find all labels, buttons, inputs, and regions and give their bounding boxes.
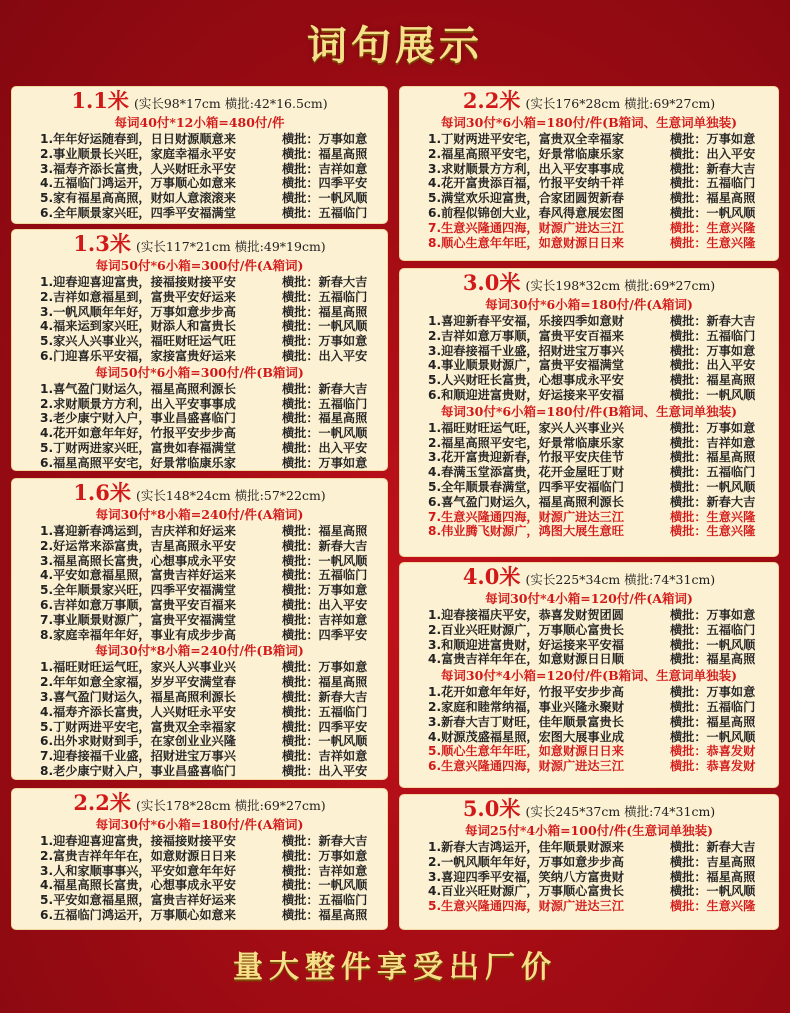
- dimensions-label: (实长117*21cm 横批:49*19cm): [135, 239, 326, 254]
- couplet-line: [12, 720, 387, 735]
- horizontal-scroll-text: 横批：五福临门: [282, 893, 368, 908]
- horizontal-scroll-text: 横批：生意兴隆: [670, 509, 756, 524]
- horizontal-scroll-text: 横批：恭喜发财: [670, 759, 756, 774]
- couplet-line: [400, 450, 778, 465]
- couplet-text: 1.迎春迎喜迎富贵，接福接财接平安: [40, 275, 236, 289]
- horizontal-scroll-text: 横批：四季平安: [282, 627, 368, 642]
- couplet-line: [400, 884, 778, 899]
- packing-spec: 每词30付*4小箱=120付/件(A箱词): [485, 591, 693, 606]
- couplet-text: 5.平安如意福星照，富贵吉祥好运来: [40, 893, 236, 908]
- couplet-line: [400, 759, 778, 774]
- couplet-text: 4.平安如意福星照，富贵吉祥好运来: [40, 568, 236, 583]
- horizontal-scroll-text: 横批：福星高照: [282, 907, 368, 922]
- horizontal-scroll-text: 横批：新春大吉: [282, 834, 368, 848]
- couplet-text: 3.喜气盈门财运久，福星高照利源长: [40, 689, 236, 704]
- couplet-text: 3.花开富贵迎新春，竹报平安庆佳节: [428, 450, 624, 465]
- couplet-text: 4.春满玉堂添富贵，花开金屋旺丁财: [428, 465, 624, 480]
- page-title: 词句展示: [307, 23, 483, 68]
- couplet-text: 6.吉祥如意万事顺，富贵平安百福来: [40, 597, 236, 612]
- couplet-text: 3.一帆风顺年年好，万事如意步步高: [40, 304, 236, 319]
- spec-card-3-0m: [400, 269, 778, 556]
- horizontal-scroll-text: 横批：五福临门: [282, 396, 368, 411]
- horizontal-scroll-text: 横批：福星高照: [282, 146, 368, 161]
- packing-spec: 每词30付*8小箱=240付/件(A箱词): [95, 507, 304, 522]
- size-label: 1.3米: [73, 231, 131, 256]
- couplet-text: 3.喜迎四季平安福，笑纳八方富贵财: [428, 869, 624, 884]
- couplet-line: [400, 314, 778, 329]
- couplet-text: 1.喜迎新春鸿运到，吉庆祥和好运来: [40, 524, 236, 538]
- couplet-text: 1.花开如意年年好，竹报平安步步高: [428, 685, 624, 700]
- spec-card-1-1m: [12, 87, 387, 223]
- couplet-text: 4.百业兴旺财源广，万事顺心富贵长: [428, 884, 624, 899]
- packing-spec: 每词50付*6小箱=300付/件(A箱词): [95, 258, 304, 273]
- couplet-line: [12, 598, 387, 613]
- horizontal-scroll-text: 横批：五福临门: [670, 699, 756, 714]
- horizontal-scroll-text: 横批：五福临门: [282, 568, 368, 583]
- size-label: 5.0米: [462, 796, 521, 821]
- horizontal-scroll-text: 横批：恭喜发财: [670, 744, 756, 759]
- couplet-line: [12, 690, 387, 705]
- horizontal-scroll-text: 横批：万事如意: [282, 848, 368, 863]
- card-header: [400, 269, 778, 296]
- couplet-line: [12, 675, 387, 690]
- horizontal-scroll-text: 横批：福星高照: [670, 869, 756, 884]
- couplet-line: [400, 132, 778, 147]
- horizontal-scroll-text: 横批：一帆风顺: [670, 479, 756, 494]
- dimensions-label: (实长245*37cm 横批:74*31cm): [525, 804, 716, 819]
- horizontal-scroll-text: 横批：万事如意: [282, 132, 368, 146]
- couplet-line: [400, 206, 778, 221]
- horizontal-scroll-text: 横批：福星高照: [282, 675, 368, 690]
- couplet-line: [12, 191, 387, 206]
- horizontal-scroll-text: 横批：福星高照: [670, 191, 756, 206]
- couplet-text: 5.丁财两进家兴旺，富贵如春福满堂: [40, 440, 236, 455]
- couplet-line: [12, 878, 387, 893]
- couplet-line: [12, 147, 387, 162]
- couplet-text: 5.家兴人兴事业兴，福旺财旺运气旺: [40, 334, 236, 349]
- couplet-text: 4.福星高照长富贵，心想事成永平安: [40, 878, 236, 893]
- dimensions-label: (实长198*32cm 横批:69*27cm): [525, 278, 716, 293]
- size-label: 4.0米: [462, 564, 521, 589]
- couplet-line: [12, 319, 387, 334]
- couplet-line: [400, 191, 778, 206]
- couplet-line: [12, 382, 387, 397]
- couplet-text: 7.生意兴隆通四海，财源广进达三江: [428, 509, 624, 524]
- couplet-text: 2.求财顺景方方利，出入平安事事成: [40, 396, 236, 411]
- couplet-line: [400, 638, 778, 653]
- couplet-text: 4.福寿齐添长富贵，人兴财旺永平安: [40, 704, 236, 719]
- couplet-line: [12, 334, 387, 349]
- horizontal-scroll-text: 横批：五福临门: [670, 176, 756, 191]
- couplet-text: 5.生意兴隆通四海，财源广进达三江: [428, 899, 624, 914]
- packing-spec: 每词30付*4小箱=120付/件(B箱词、生意词单独装): [440, 668, 738, 684]
- couplet-text: 4.事业顺景财源广，富贵平安福满堂: [428, 358, 624, 373]
- horizontal-scroll-text: 横批：出入平安: [282, 440, 368, 455]
- horizontal-scroll-text: 横批：五福临门: [282, 205, 368, 220]
- couplet-text: 1.迎春迎喜迎富贵，接福接财接平安: [40, 834, 236, 848]
- couplet-line: [400, 236, 778, 251]
- couplet-line: [400, 465, 778, 480]
- horizontal-scroll-text: 横批：生意兴隆: [670, 524, 756, 539]
- couplet-line: [400, 147, 778, 162]
- couplet-line: [12, 568, 387, 583]
- couplet-text: 2.事业顺景长兴旺，家庭幸福永平安: [40, 146, 236, 161]
- couplet-line: [400, 608, 778, 623]
- couplet-line: [400, 524, 778, 539]
- horizontal-scroll-text: 横批：新春大吉: [282, 538, 368, 553]
- horizontal-scroll-text: 横批：新春大吉: [670, 314, 756, 328]
- couplet-text: 3.新春大吉丁财旺，佳年顺景富贵长: [428, 714, 624, 729]
- horizontal-scroll-text: 横批：一帆风顺: [282, 319, 368, 334]
- couplet-line: [12, 539, 387, 554]
- couplet-text: 3.福寿齐添长富贵，人兴财旺永平安: [40, 161, 236, 176]
- couplet-line: [400, 652, 778, 667]
- horizontal-scroll-text: 横批：五福临门: [670, 465, 756, 480]
- couplet-text: 6.出外求财财到手，在家创业业兴隆: [40, 734, 236, 749]
- horizontal-scroll-text: 横批：五福临门: [670, 328, 756, 343]
- couplet-line: [12, 834, 387, 849]
- size-label: 2.2米: [462, 88, 521, 113]
- couplet-line: [400, 436, 778, 451]
- horizontal-scroll-text: 横批：四季平安: [282, 176, 368, 191]
- couplet-text: 6.门迎喜乐平安福，家接富贵好运来: [40, 348, 236, 363]
- horizontal-scroll-text: 横批：吉祥如意: [282, 749, 368, 764]
- couplet-line: [12, 749, 387, 764]
- horizontal-scroll-text: 横批：福星高照: [282, 304, 368, 319]
- couplet-line: [12, 660, 387, 675]
- couplet-line: [400, 870, 778, 885]
- couplet-line: [400, 388, 778, 403]
- horizontal-scroll-text: 横批：万事如意: [670, 420, 756, 435]
- couplet-line: [12, 426, 387, 441]
- couplet-text: 1.年年好运随春到，日日财源顺意来: [40, 132, 236, 146]
- horizontal-scroll-text: 横批：一帆风顺: [282, 553, 368, 568]
- horizontal-scroll-text: 横批：出入平安: [282, 763, 368, 778]
- horizontal-scroll-text: 横批：福星高照: [282, 411, 368, 426]
- couplet-text: 3.人和家顺事事兴，平安如意年年好: [40, 863, 236, 878]
- horizontal-scroll-text: 横批：新春大吉: [670, 840, 756, 854]
- couplet-text: 1.喜气盈门财运久，福星高照利源长: [40, 381, 236, 396]
- horizontal-scroll-text: 横批：万事如意: [670, 685, 756, 700]
- horizontal-scroll-text: 横批：新春大吉: [282, 275, 368, 289]
- couplet-line: [12, 132, 387, 147]
- couplet-text: 2.家庭和睦常纳福，事业兴隆永聚财: [428, 699, 624, 714]
- horizontal-scroll-text: 横批：吉祥如意: [282, 863, 368, 878]
- horizontal-scroll-text: 横批：万事如意: [282, 334, 368, 349]
- couplet-line: [12, 305, 387, 320]
- couplet-text: 5.丁财两进平安宅，富贵双全幸福家: [40, 719, 236, 734]
- horizontal-scroll-text: 横批：万事如意: [282, 660, 368, 675]
- couplet-text: 6.前程似锦创大业，春风得意展宏图: [428, 205, 624, 220]
- couplet-text: 8.顺心生意年年旺，如意财源日日来: [428, 235, 624, 250]
- couplet-text: 1.喜迎新春平安福，乐接四季如意财: [428, 314, 624, 328]
- horizontal-scroll-text: 横批：万事如意: [670, 343, 756, 358]
- spec-card-1-6m: [12, 479, 387, 779]
- horizontal-scroll-text: 横批：生意兴隆: [670, 220, 756, 235]
- couplet-text: 5.满堂欢乐迎富贵，合家团圆贺新春: [428, 191, 624, 206]
- couplet-text: 8.老少康宁财入户，事业昌盛喜临门: [40, 763, 236, 778]
- couplet-line: [400, 329, 778, 344]
- horizontal-scroll-text: 横批：一帆风顺: [282, 734, 368, 749]
- couplet-line: [400, 715, 778, 730]
- horizontal-scroll-text: 横批：吉祥如意: [670, 435, 756, 450]
- couplet-text: 3.老少康宁财入户，事业昌盛喜临门: [40, 411, 236, 426]
- couplet-line: [12, 764, 387, 779]
- spec-card-2-2m-right: [400, 87, 778, 260]
- couplet-text: 5.全年顺景家兴旺，四季平安福满堂: [40, 583, 236, 598]
- couplet-line: [400, 685, 778, 700]
- packing-spec: 每词50付*6小箱=300付/件(B箱词): [95, 364, 304, 380]
- horizontal-scroll-text: 横批：万事如意: [670, 132, 756, 146]
- packing-spec: 每词30付*8小箱=240付/件(B箱词): [95, 643, 304, 659]
- couplet-line: [400, 373, 778, 388]
- couplet-line: [12, 441, 387, 456]
- couplet-line: [12, 275, 387, 290]
- couplet-text: 1.迎春接福庆平安，恭喜发财贺团圆: [428, 608, 624, 622]
- horizontal-scroll-text: 横批：出入平安: [282, 597, 368, 612]
- horizontal-scroll-text: 横批：四季平安: [282, 719, 368, 734]
- couplet-line: [400, 855, 778, 870]
- horizontal-scroll-text: 横批：五福临门: [282, 704, 368, 719]
- packing-spec: 每词30付*6小箱=180付/件(B箱词、生意词单独装): [440, 403, 738, 419]
- couplet-line: [12, 290, 387, 305]
- couplet-line: [400, 358, 778, 373]
- couplet-line: [400, 480, 778, 495]
- couplet-text: 5.家有福星高高照，财如人意滚滚来: [40, 191, 236, 206]
- card-header: [12, 87, 387, 114]
- couplet-line: [400, 510, 778, 525]
- couplet-text: 5.人兴财旺长富贵，心想事成永平安: [428, 373, 624, 388]
- horizontal-scroll-text: 横批：福星高照: [670, 714, 756, 729]
- horizontal-scroll-text: 横批：吉祥如意: [282, 161, 368, 176]
- horizontal-scroll-text: 横批：一帆风顺: [282, 191, 368, 206]
- couplet-text: 1.福旺财旺运气旺，家兴人兴事业兴: [428, 420, 624, 435]
- horizontal-scroll-text: 横批：福星高照: [282, 524, 368, 538]
- couplet-line: [400, 221, 778, 236]
- card-header: [12, 479, 387, 506]
- couplet-line: [12, 456, 387, 470]
- couplet-text: 6.和顺迎进富贵财，好运接来平安福: [428, 387, 624, 402]
- couplet-line: [12, 349, 387, 364]
- card-header: [12, 230, 387, 257]
- couplet-text: 7.事业顺景财源广，富贵平安福满堂: [40, 612, 236, 627]
- card-header: [400, 87, 778, 114]
- horizontal-scroll-text: 横批：出入平安: [282, 348, 368, 363]
- couplet-line: [400, 730, 778, 745]
- couplet-text: 4.福来运到家兴旺，财添人和富贵长: [40, 319, 236, 334]
- horizontal-scroll-text: 横批：五福临门: [670, 622, 756, 637]
- couplet-text: 2.年年如意全家福，岁岁平安满堂春: [40, 675, 236, 690]
- couplet-line: [400, 162, 778, 177]
- horizontal-scroll-text: 横批：新春大吉: [282, 689, 368, 704]
- dimensions-label: (实长98*17cm 横批:42*16.5cm): [133, 96, 328, 111]
- spec-card-1-3m: [12, 230, 387, 470]
- couplet-text: 2.吉祥如意万事顺，富贵平安百福来: [428, 328, 624, 343]
- couplet-line: [12, 176, 387, 191]
- couplet-line: [400, 344, 778, 359]
- couplet-line: [400, 495, 778, 510]
- horizontal-scroll-text: 横批：新春大吉: [670, 161, 756, 176]
- couplet-line: [400, 899, 778, 914]
- couplet-line: [12, 705, 387, 720]
- packing-spec: 每词40付*12小箱=480付/件: [114, 115, 285, 130]
- couplet-text: 6.福星高照平安宅，好景常临康乐家: [40, 455, 236, 470]
- packing-spec: 每词30付*6小箱=180付/件(B箱词、生意词单独装): [440, 115, 738, 130]
- horizontal-scroll-text: 横批：吉星高照: [670, 854, 756, 869]
- couplet-text: 4.财源茂盛福星照，宏图大展事业成: [428, 729, 624, 744]
- couplet-line: [12, 411, 387, 426]
- horizontal-scroll-text: 横批：新春大吉: [282, 381, 368, 396]
- couplet-text: 3.福星高照长富贵，心想事成永平安: [40, 553, 236, 568]
- couplet-line: [12, 849, 387, 864]
- couplet-line: [400, 840, 778, 855]
- horizontal-scroll-text: 横批：万事如意: [670, 608, 756, 622]
- couplet-text: 4.花开富贵添百福，竹报平安纳千祥: [428, 176, 624, 191]
- couplet-text: 6.全年顺景家兴旺，四季平安福满堂: [40, 205, 236, 220]
- couplet-text: 4.富贵吉祥年年在，如意财源日日顺: [428, 652, 624, 667]
- couplet-line: [12, 524, 387, 539]
- couplet-text: 3.和顺迎进富贵财，好运接来平安福: [428, 637, 624, 652]
- couplet-text: 5.全年顺景春满堂，四季平安福临门: [428, 479, 624, 494]
- dimensions-label: (实长148*24cm 横批:57*22cm): [135, 488, 326, 503]
- card-header: [400, 795, 778, 822]
- horizontal-scroll-text: 横批：一帆风顺: [670, 884, 756, 899]
- footer-banner: 量大整件享受出厂价: [233, 951, 557, 984]
- size-label: 1.6米: [73, 480, 131, 505]
- horizontal-scroll-text: 横批：一帆风顺: [670, 205, 756, 220]
- dimensions-label: (实长178*28cm 横批:69*27cm): [135, 798, 326, 813]
- horizontal-scroll-text: 横批：出入平安: [670, 358, 756, 373]
- couplet-text: 4.花开如意年年好，竹报平安步步高: [40, 426, 236, 441]
- couplet-text: 3.求财顺景方方利，出入平安事事成: [428, 161, 624, 176]
- couplet-text: 8.伟业腾飞财源广，鸿图大展生意旺: [428, 524, 624, 539]
- couplet-line: [400, 421, 778, 436]
- horizontal-scroll-text: 横批：一帆风顺: [282, 878, 368, 893]
- horizontal-scroll-text: 横批：一帆风顺: [282, 426, 368, 441]
- couplet-line: [12, 893, 387, 908]
- couplet-text: 1.丁财两进平安宅，富贵双全幸福家: [428, 132, 624, 146]
- couplet-line: [12, 908, 387, 923]
- couplet-text: 2.一帆风顺年年好，万事如意步步高: [428, 854, 624, 869]
- size-label: 2.2米: [73, 790, 131, 815]
- couplet-text: 2.百业兴旺财源广，万事顺心富贵长: [428, 622, 624, 637]
- horizontal-scroll-text: 横批：福星高照: [670, 450, 756, 465]
- couplet-text: 2.吉祥如意福星到，富贵平安好运来: [40, 289, 236, 304]
- couplet-line: [12, 583, 387, 598]
- couplet-text: 7.生意兴隆通四海，财源广进达三江: [428, 220, 624, 235]
- spec-card-2-2m-left: [12, 789, 387, 929]
- horizontal-scroll-text: 横批：生意兴隆: [670, 899, 756, 914]
- couplet-text: 6.五福临门鸿运开，万事顺心如意来: [40, 907, 236, 922]
- couplet-line: [12, 554, 387, 569]
- couplet-text: 4.五福临门鸿运开，万事顺心如意来: [40, 176, 236, 191]
- couplet-line: [12, 734, 387, 749]
- size-label: 1.1米: [71, 88, 129, 113]
- couplet-text: 2.好运常来添富贵，吉星高照永平安: [40, 538, 236, 553]
- horizontal-scroll-text: 横批：福星高照: [670, 373, 756, 388]
- couplet-line: [12, 613, 387, 628]
- horizontal-scroll-text: 横批：生意兴隆: [670, 235, 756, 250]
- horizontal-scroll-text: 横批：一帆风顺: [670, 729, 756, 744]
- couplet-line: [400, 176, 778, 191]
- packing-spec: 每词25付*4小箱=100付/件(生意词单独装): [464, 823, 714, 838]
- horizontal-scroll-text: 横批：一帆风顺: [670, 637, 756, 652]
- spec-card-4-0m: [400, 563, 778, 787]
- horizontal-scroll-text: 横批：万事如意: [282, 455, 368, 470]
- dimensions-label: (实长225*34cm 横批:74*31cm): [525, 572, 716, 587]
- packing-spec: 每词30付*6小箱=180付/件(A箱词): [95, 817, 304, 832]
- couplet-line: [400, 744, 778, 759]
- couplet-text: 2.福星高照平安宅，好景常临康乐家: [428, 146, 624, 161]
- horizontal-scroll-text: 横批：出入平安: [670, 146, 756, 161]
- couplet-text: 1.新春大吉鸿运开，佳年顺景财源来: [428, 840, 624, 854]
- couplet-text: 1.福旺财旺运气旺，家兴人兴事业兴: [40, 660, 236, 675]
- size-label: 3.0米: [462, 270, 521, 295]
- couplet-text: 2.富贵吉祥年年在，如意财源日日来: [40, 848, 236, 863]
- couplet-line: [400, 623, 778, 638]
- couplet-line: [400, 700, 778, 715]
- couplet-text: 3.迎春接福千业盛，招财进宝万事兴: [428, 343, 624, 358]
- horizontal-scroll-text: 横批：五福临门: [282, 289, 368, 304]
- couplet-text: 8.家庭幸福年年好，事业有成步步高: [40, 627, 236, 642]
- couplet-text: 6.喜气盈门财运久，福星高照利源长: [428, 494, 624, 509]
- couplet-line: [12, 206, 387, 221]
- couplet-line: [12, 628, 387, 643]
- couplet-line: [12, 864, 387, 879]
- card-header: [12, 789, 387, 816]
- horizontal-scroll-text: 横批：万事如意: [282, 583, 368, 598]
- couplet-text: 6.生意兴隆通四海，财源广进达三江: [428, 759, 624, 774]
- horizontal-scroll-text: 横批：吉祥如意: [282, 612, 368, 627]
- spec-card-5-0m: [400, 795, 778, 929]
- couplet-line: [12, 397, 387, 412]
- horizontal-scroll-text: 横批：福星高照: [670, 652, 756, 667]
- horizontal-scroll-text: 横批：一帆风顺: [670, 387, 756, 402]
- couplet-text: 5.顺心生意年年旺，如意财源日日来: [428, 744, 624, 759]
- horizontal-scroll-text: 横批：新春大吉: [670, 494, 756, 509]
- dimensions-label: (实长176*28cm 横批:69*27cm): [525, 96, 716, 111]
- couplet-text: 2.福星高照平安宅，好景常临康乐家: [428, 435, 624, 450]
- card-header: [400, 563, 778, 590]
- couplet-line: [12, 162, 387, 177]
- couplet-text: 7.迎春接福千业盛，招财进宝万事兴: [40, 749, 236, 764]
- packing-spec: 每词30付*6小箱=180付/件(A箱词): [485, 297, 693, 312]
